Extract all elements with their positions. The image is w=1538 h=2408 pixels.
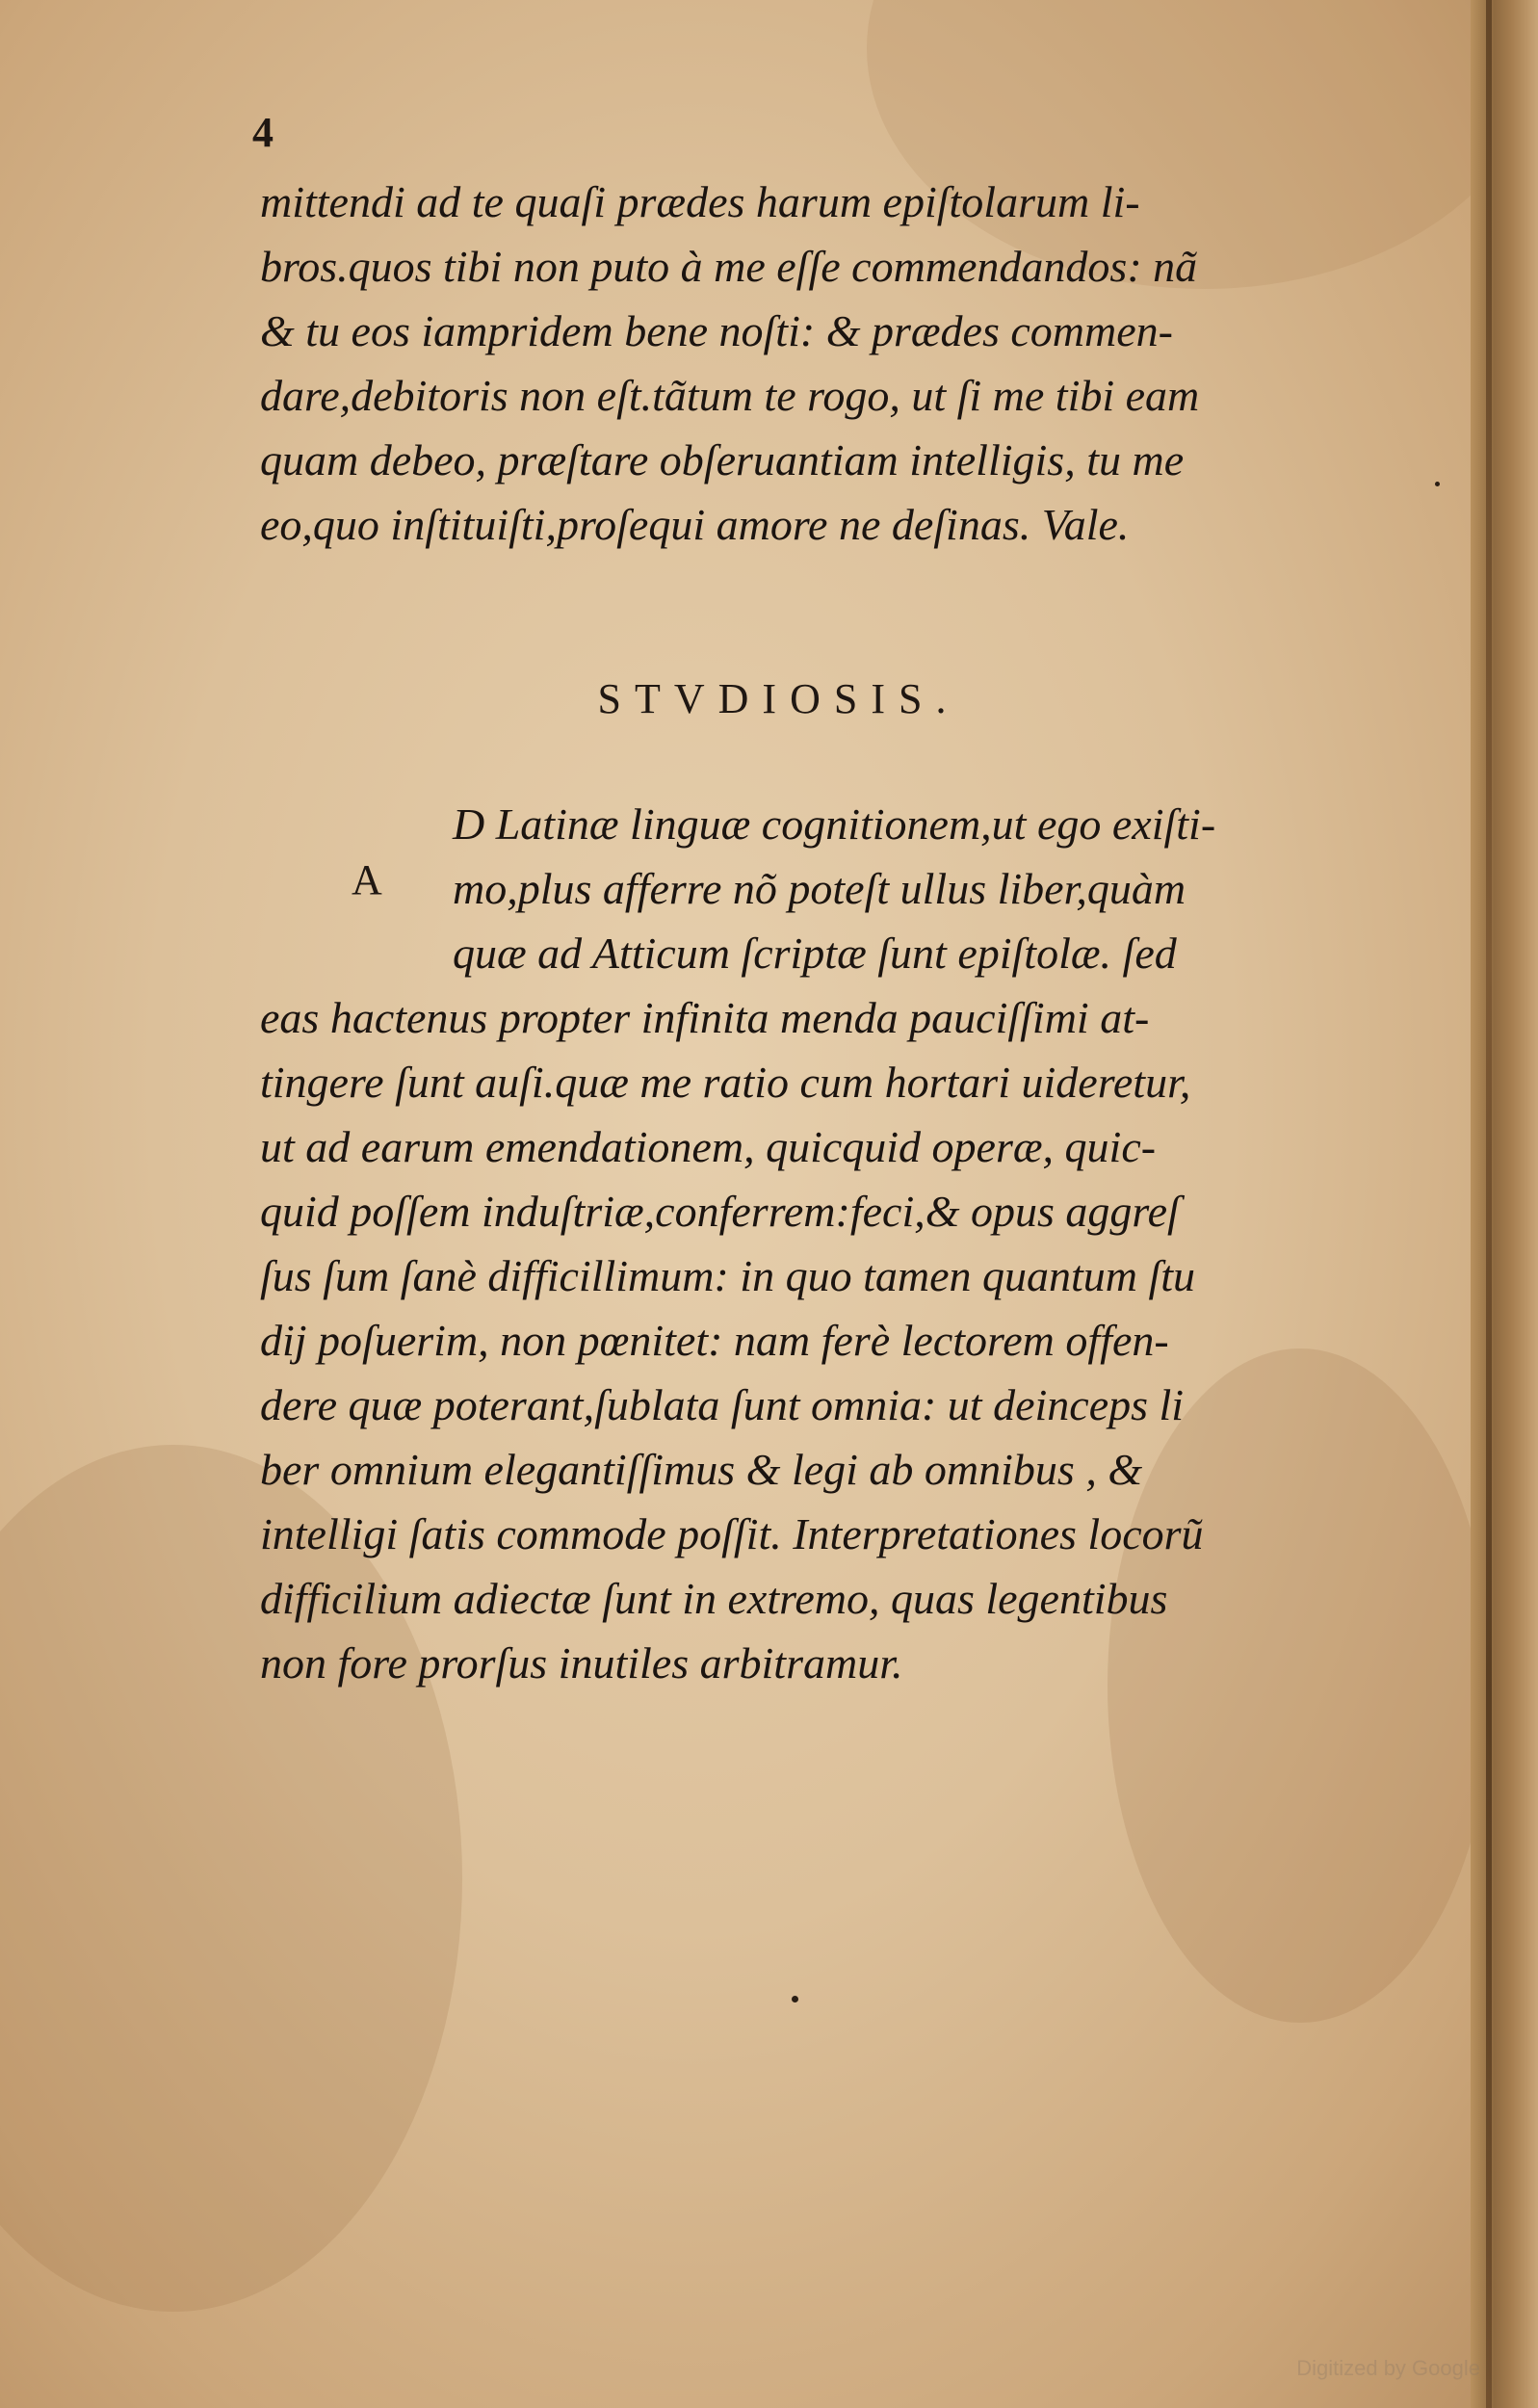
initial-letter: A: [352, 856, 382, 903]
text-line: eo,quo inſtituiſti,proſequi amore ne deſinas. Vale.: [260, 500, 1130, 549]
text-line: quæ ad Atticum ſcriptæ ſunt epiſtolæ. ſed: [453, 929, 1177, 978]
text-line: ber omnium elegantiſſimus & legi ab omnibus , &: [260, 1445, 1143, 1494]
binding-edge: [1486, 0, 1492, 2408]
text-line: ut ad earum emendationem, quicquid operæ, quic-: [260, 1122, 1157, 1171]
text-line: difficilium adiectæ ſunt in extremo, quas legentibus: [260, 1574, 1168, 1623]
text-line: mo,plus afferre nõ poteſt ullus liber,quàm: [453, 864, 1186, 913]
text-line: dare,debitoris non eſt.tãtum te rogo, ut ſi me tibi eam: [260, 371, 1200, 420]
text-line: eas hactenus propter infinita menda pauciſſimi at-: [260, 993, 1150, 1042]
text-line: non fore prorſus inutiles arbitramur.: [260, 1638, 903, 1688]
text-line: bros.quos tibi non puto à me eſſe commendandos: nã: [260, 242, 1198, 291]
text-line: tingere ſunt auſi.quæ me ratio cum hortari uideretur,: [260, 1058, 1191, 1107]
text-line: dij poſuerim, non pœnitet: nam ferè lectorem offen-: [260, 1316, 1169, 1365]
text-line: & tu eos iampridem bene noſti: & prædes commen-: [260, 306, 1173, 355]
paragraph-letter-closing: [260, 170, 1310, 557]
page-number: 4: [252, 109, 274, 156]
text-line: intelligi ſatis commode poſſit. Interpretationes locorũ: [260, 1509, 1204, 1558]
text-line: quid poſſem induſtriæ,conferrem:feci,& opus aggreſ: [260, 1187, 1180, 1236]
text-line: quam debeo, præſtare obſeruantiam intelligis, tu me: [260, 435, 1185, 484]
text-line: dere quæ poterant,ſublata ſunt omnia: ut deinceps li: [260, 1380, 1185, 1429]
watermark: Digitized by Google: [1296, 2356, 1480, 2380]
paragraph-indented-lines: [453, 792, 1319, 985]
ink-speck: [1435, 482, 1440, 486]
section-heading: STVDIOSIS.: [597, 675, 960, 722]
ink-speck: [792, 1996, 798, 2002]
paragraph-studiosis: [260, 985, 1310, 1695]
text-line: D Latinæ linguæ cognitionem,ut ego exiſti-: [453, 799, 1216, 849]
page-edge: [1471, 0, 1538, 2408]
text-line: mittendi ad te quaſi prædes harum epiſtolarum li-: [260, 177, 1140, 226]
text-line: ſus ſum ſanè difficillimum: in quo tamen quantum ſtu: [260, 1251, 1196, 1300]
